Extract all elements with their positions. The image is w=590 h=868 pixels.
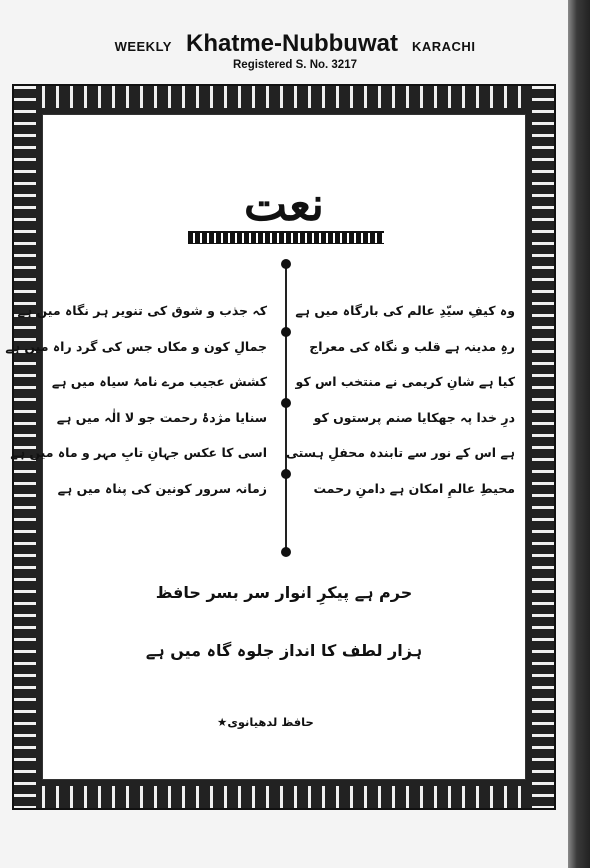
verse-line: درِ خدا پہ جھکایا صنم پرستوں کو	[313, 409, 515, 425]
verse-column-right	[285, 293, 515, 506]
closing-couplet-line: ہزار لطف کا انداز جلوہ گاہ میں ہے	[145, 641, 423, 660]
verse-line: کیا ہے شانِ کریمی نے منتخب اس کو	[295, 374, 515, 389]
divider-dot	[281, 469, 291, 479]
masthead-city: KARACHI	[411, 39, 476, 54]
divider-dot	[281, 327, 291, 337]
divider-dot	[281, 398, 291, 408]
ornamental-frame	[5, 84, 556, 810]
verse-line: اسی کا عکس جہانِ تابِ مہر و ماہ میں ہے	[10, 445, 267, 460]
heading-ornament	[188, 231, 384, 244]
divider-dot	[281, 547, 291, 557]
verse-line: رہِ مدینہ ہے قلب و نگاہ کی معراج	[309, 338, 515, 354]
verse-line: کشش عجیب مرے نامۂ سیاہ میں ہے	[51, 374, 267, 389]
masthead-line	[0, 30, 590, 58]
verse-line: وہ کیفِ سیّدِ عالم کی بارگاہ میں ہے	[295, 303, 515, 318]
poet-name: حافظ لدھیانوی	[227, 715, 314, 729]
frame-border-top	[14, 86, 554, 108]
page-edge-shadow	[568, 0, 590, 868]
verse-line: محیطِ عالمِ امکان ہے دامنِ رحمت	[313, 480, 515, 496]
poet-credit	[213, 715, 314, 729]
verse-line: سنایا مژدۂ رحمت جو لا الٰہ میں ہے	[56, 409, 267, 425]
verse-line: ہے اس کے نور سے تابندہ محفلِ ہستی	[285, 445, 515, 460]
masthead-registration: Registered S. No. 3217	[233, 59, 357, 71]
verse-line: جمالِ کون و مکاں جس کی گرد راہ میں ہے	[5, 338, 267, 354]
frame-border-right	[532, 86, 554, 808]
closing-couplet-line: حرم ہے پیکرِ انوار سر بسر حافظ	[155, 583, 413, 602]
verse-line: زمانہ سرور کونین کی پناہ میں ہے	[57, 480, 267, 496]
masthead	[0, 30, 590, 71]
masthead-weekly: WEEKLY	[114, 39, 172, 54]
poem-heading: نعت	[243, 177, 325, 231]
frame-border-bottom	[14, 786, 554, 808]
star-icon: ★	[217, 715, 228, 729]
masthead-title: Khatme-Nubbuwat	[185, 30, 398, 57]
divider-dot	[281, 259, 291, 269]
poem-panel	[5, 114, 526, 780]
column-divider	[285, 263, 287, 555]
verse-line: کہ جذب و شوق کی تنویر ہر نگاہ میں ہے	[17, 303, 267, 318]
verse-column-left	[5, 293, 267, 506]
